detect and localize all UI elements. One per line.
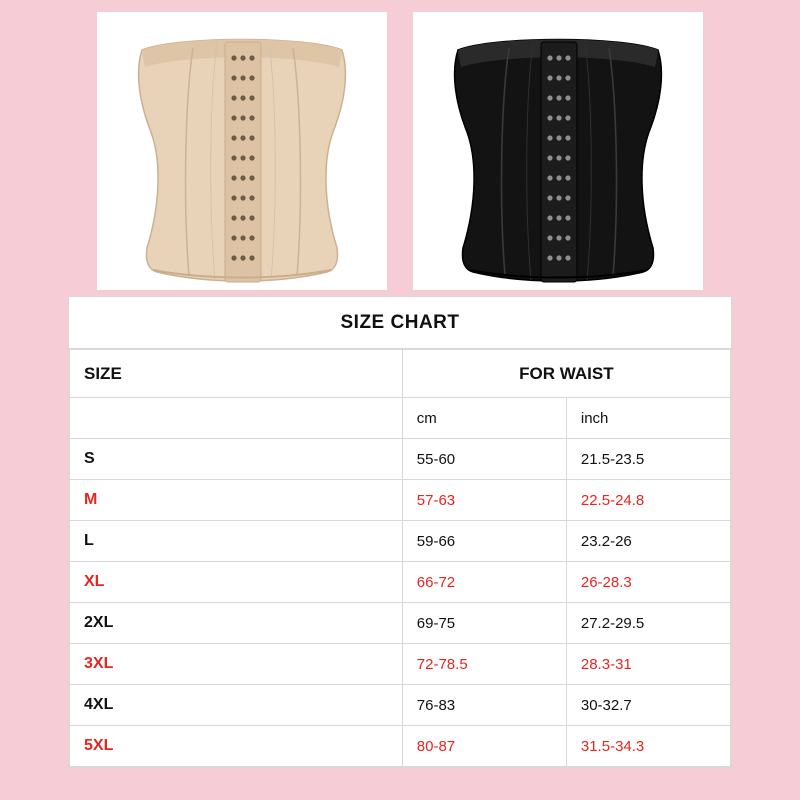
row-size: S	[70, 439, 403, 480]
table-row	[70, 521, 731, 562]
row-size: 3XL	[70, 644, 403, 685]
waist-trainer-beige-icon	[97, 12, 387, 290]
row-size: 2XL	[70, 603, 403, 644]
table-row	[70, 480, 731, 521]
row-inch: 23.2-26	[566, 521, 730, 562]
row-size: 5XL	[70, 726, 403, 767]
table-row	[70, 726, 731, 767]
row-cm: 55-60	[402, 439, 566, 480]
row-cm: 76-83	[402, 685, 566, 726]
row-size: XL	[70, 562, 403, 603]
table-row	[70, 439, 731, 480]
row-cm: 80-87	[402, 726, 566, 767]
product-photo-row	[0, 12, 800, 290]
row-cm: 59-66	[402, 521, 566, 562]
table-row	[70, 603, 731, 644]
table-row	[70, 644, 731, 685]
product-photo-beige	[97, 12, 387, 290]
waist-trainer-black-icon	[413, 12, 703, 290]
row-size: L	[70, 521, 403, 562]
row-inch: 26-28.3	[566, 562, 730, 603]
row-inch: 22.5-24.8	[566, 480, 730, 521]
size-chart-title: SIZE CHART	[69, 297, 731, 349]
table-header-row	[70, 350, 731, 398]
row-inch: 31.5-34.3	[566, 726, 730, 767]
header-for-waist: FOR WAIST	[402, 350, 730, 398]
unit-cm: cm	[402, 398, 566, 439]
table-row	[70, 685, 731, 726]
size-chart-table	[69, 349, 731, 767]
table-row	[70, 562, 731, 603]
header-size: SIZE	[70, 350, 403, 398]
row-cm: 72-78.5	[402, 644, 566, 685]
size-chart	[68, 296, 732, 768]
unit-blank	[70, 398, 403, 439]
row-size: M	[70, 480, 403, 521]
row-cm: 69-75	[402, 603, 566, 644]
row-inch: 30-32.7	[566, 685, 730, 726]
row-inch: 21.5-23.5	[566, 439, 730, 480]
row-inch: 28.3-31	[566, 644, 730, 685]
row-cm: 66-72	[402, 562, 566, 603]
unit-inch: inch	[566, 398, 730, 439]
product-photo-black	[413, 12, 703, 290]
table-unit-row	[70, 398, 731, 439]
row-inch: 27.2-29.5	[566, 603, 730, 644]
row-size: 4XL	[70, 685, 403, 726]
row-cm: 57-63	[402, 480, 566, 521]
